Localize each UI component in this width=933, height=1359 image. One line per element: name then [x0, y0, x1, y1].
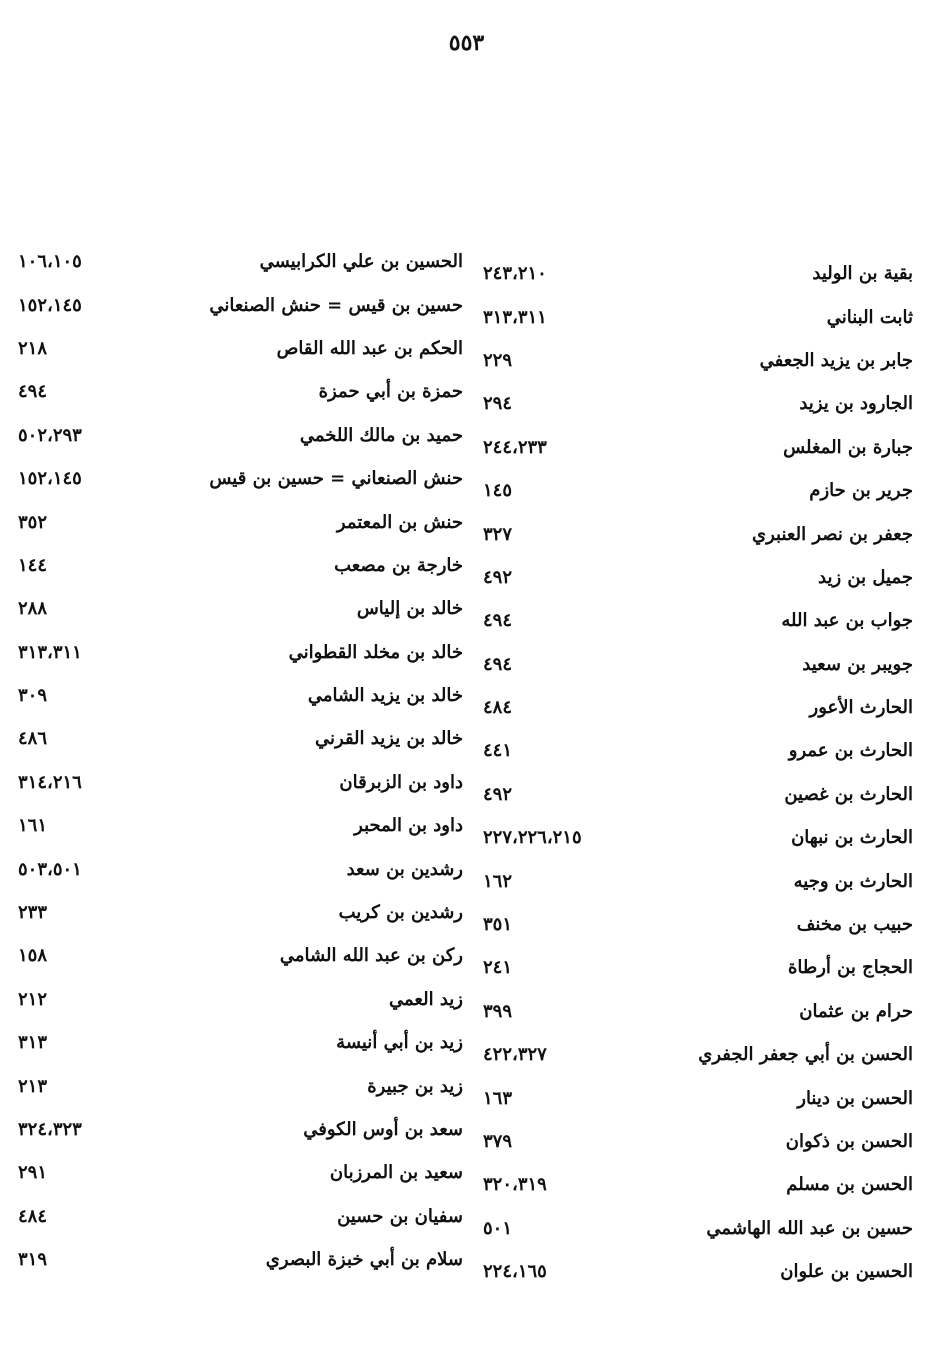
entry-pages: ٣٩٩	[483, 1000, 513, 1022]
index-entry	[18, 544, 463, 587]
entry-name: داود بن الزبرقان	[339, 771, 463, 793]
entry-pages: ٣٠٩	[18, 685, 48, 707]
entry-pages: ١٤٤	[18, 554, 48, 576]
index-entry	[483, 729, 913, 772]
index-entry	[18, 717, 463, 760]
entry-name: سعيد بن المرزبان	[329, 1162, 463, 1184]
entry-name: حنش بن المعتمر	[336, 511, 463, 533]
entry-name: جواب بن عبد الله	[781, 610, 913, 632]
index-entry	[483, 426, 913, 469]
index-entry	[18, 1021, 463, 1064]
entry-name: خارجة بن مصعب	[334, 554, 463, 576]
page-number: ٥٥٣	[448, 30, 485, 56]
entry-pages: ٢٢٤،١٦٥	[483, 1261, 547, 1283]
entry-pages: ١٤٥	[483, 480, 513, 502]
entry-pages: ١٦١	[18, 815, 48, 837]
entry-pages: ٣٧٩	[483, 1131, 513, 1152]
entry-name: الحارث بن عمرو	[788, 740, 913, 762]
entry-name: جعفر بن نصر العنبري	[752, 523, 913, 545]
entry-pages: ٣١٩	[18, 1249, 48, 1271]
index-entry	[18, 327, 463, 370]
entry-name: الحسن بن ذكوان	[785, 1131, 913, 1152]
entry-pages: ٣٥٢	[18, 511, 48, 533]
entry-pages: ١٦٣	[483, 1087, 513, 1109]
entry-pages: ٢١٣	[18, 1075, 48, 1097]
entry-name: الحارث بن وجيه	[793, 870, 913, 892]
entry-name: خالد بن إلياس	[356, 598, 463, 620]
index-column-left	[18, 240, 463, 1281]
entry-pages: ٤٢٢،٣٢٧	[483, 1044, 547, 1066]
index-entry	[18, 370, 463, 413]
index-entry	[483, 295, 913, 338]
index-entry	[483, 773, 913, 816]
entry-name: سفيان بن حسين	[337, 1205, 463, 1227]
index-entry	[18, 847, 463, 890]
entry-name: الحارث بن نبهان	[791, 827, 913, 849]
entry-pages: ١٥٢،١٤٥	[18, 468, 82, 490]
entry-name: داود بن المحبر	[354, 815, 463, 837]
index-entry	[483, 1250, 913, 1293]
index-entry	[18, 1108, 463, 1151]
entry-pages: ٤٩٤	[483, 653, 513, 675]
index-entry	[483, 469, 913, 512]
entry-name: الحسين بن علي الكرابيسي	[259, 251, 463, 273]
index-entry	[18, 414, 463, 457]
entry-name: ثابت البناني	[826, 306, 913, 328]
index-column-right	[483, 252, 913, 1293]
index-entry	[483, 1163, 913, 1206]
entry-pages: ٤٨٤	[483, 697, 513, 719]
entry-pages: ٢٢٩	[483, 349, 513, 371]
entry-name: زيد العمي	[389, 988, 463, 1010]
entry-pages: ٢٩١	[18, 1162, 48, 1184]
index-entry	[483, 946, 913, 989]
entry-pages: ٣٥١	[483, 914, 513, 936]
entry-name: زيد بن أبي أنيسة	[336, 1032, 463, 1054]
entry-name: الحسن بن مسلم	[786, 1174, 913, 1196]
index-entry	[483, 686, 913, 729]
entry-pages: ٢٢٧،٢٢٦،٢١٥	[483, 827, 582, 849]
index-entry	[18, 240, 463, 283]
entry-name: حسين بن عبد الله الهاشمي	[706, 1217, 913, 1239]
entry-pages: ٣٢٧	[483, 523, 513, 545]
entry-pages: ٤٩٢	[483, 783, 513, 805]
entry-name: حسين بن قيس = حنش الصنعاني	[209, 294, 463, 316]
entry-name: الجارود بن يزيد	[799, 393, 913, 415]
entry-name: جابر بن يزيد الجعفي	[759, 349, 913, 371]
entry-pages: ٣١٣،٣١١	[483, 306, 547, 328]
entry-pages: ٤٨٦	[18, 728, 48, 750]
index-entry	[18, 761, 463, 804]
entry-pages: ٣١٣،٣١١	[18, 641, 82, 663]
entry-name: جبارة بن المغلس	[783, 436, 913, 458]
index-entry	[483, 816, 913, 859]
entry-pages: ٥٠٢،٢٩٣	[18, 424, 82, 446]
entry-name: حنش الصنعاني = حسين بن قيس	[209, 468, 463, 490]
entry-pages: ١٠٦،١٠٥	[18, 251, 82, 273]
index-entry	[18, 631, 463, 674]
index-entry	[483, 339, 913, 382]
entry-name: الحارث الأعور	[809, 697, 913, 719]
index-entry	[18, 457, 463, 500]
index-entry	[18, 283, 463, 326]
index-entry	[18, 978, 463, 1021]
index-entry	[483, 252, 913, 295]
entry-pages: ٥٠١	[483, 1217, 513, 1239]
entry-pages: ٢٤٣،٢١٠	[483, 263, 547, 285]
entry-name: حرام بن عثمان	[799, 1000, 913, 1022]
index-entry	[18, 804, 463, 847]
index-entry	[18, 587, 463, 630]
index-entry	[18, 674, 463, 717]
entry-name: رشدين بن كريب	[338, 902, 463, 924]
entry-name: رشدين بن سعد	[346, 858, 463, 880]
index-entry	[483, 859, 913, 902]
index-entry	[18, 1238, 463, 1281]
index-entry	[483, 643, 913, 686]
index-entry	[483, 382, 913, 425]
entry-pages: ٣١٤،٢١٦	[18, 771, 82, 793]
index-entry	[18, 1151, 463, 1194]
index-entry	[483, 1033, 913, 1076]
index-entry	[18, 1064, 463, 1107]
entry-pages: ٣٢٤،٣٢٣	[18, 1119, 82, 1140]
index-entry	[18, 500, 463, 543]
entry-name: الحسن بن أبي جعفر الجفري	[698, 1044, 913, 1066]
index-entry	[483, 599, 913, 642]
entry-pages: ٣١٣	[18, 1032, 48, 1054]
entry-pages: ٢٣٣	[18, 902, 48, 924]
entry-name: الحسن بن دينار	[797, 1087, 913, 1109]
entry-pages: ١٥٨	[18, 945, 48, 967]
index-entry	[483, 990, 913, 1033]
index-entry	[483, 556, 913, 599]
entry-pages: ٤٨٤	[18, 1205, 48, 1227]
entry-name: خالد بن يزيد القرني	[315, 728, 463, 750]
entry-pages: ٢١٢	[18, 988, 48, 1010]
entry-pages: ١٥٢،١٤٥	[18, 294, 82, 316]
entry-name: جرير بن حازم	[809, 480, 913, 502]
entry-pages: ٥٠٣،٥٠١	[18, 858, 82, 880]
entry-name: زيد بن جبيرة	[367, 1075, 463, 1097]
entry-name: جويبر بن سعيد	[802, 653, 913, 675]
entry-pages: ٤٤١	[483, 740, 513, 762]
index-entry	[18, 1195, 463, 1238]
entry-name: الحكم بن عبد الله القاص	[276, 337, 463, 359]
entry-pages: ٢٨٨	[18, 598, 48, 620]
entry-pages: ٢٩٤	[483, 393, 513, 415]
entry-pages: ٤٩٢	[483, 566, 513, 588]
entry-pages: ٢٤٤،٢٣٣	[483, 436, 547, 458]
index-entry	[18, 891, 463, 934]
index-entry	[483, 1076, 913, 1119]
entry-pages: ١٦٢	[483, 870, 513, 892]
entry-name: ركن بن عبد الله الشامي	[279, 945, 463, 967]
entry-name: خالد بن مخلد القطواني	[288, 641, 463, 663]
entry-name: جميل بن زيد	[818, 566, 913, 588]
entry-name: حمزة بن أبي حمزة	[318, 381, 463, 403]
index-entry	[483, 1207, 913, 1250]
entry-name: حبيب بن مخنف	[796, 914, 913, 936]
entry-pages: ٤٩٤	[18, 381, 48, 403]
entry-name: سلام بن أبي خبزة البصري	[265, 1249, 463, 1271]
index-entry	[483, 512, 913, 555]
index-entry	[483, 1120, 913, 1163]
entry-name: حميد بن مالك اللخمي	[299, 424, 463, 446]
entry-name: بقية بن الوليد	[812, 263, 913, 285]
entry-pages: ٢٤١	[483, 957, 513, 979]
entry-pages: ٢١٨	[18, 337, 48, 359]
entry-name: الحارث بن غصين	[784, 783, 913, 805]
entry-name: سعد بن أوس الكوفي	[303, 1119, 463, 1140]
entry-name: الحسين بن علوان	[780, 1261, 913, 1283]
index-entry	[18, 934, 463, 977]
index-entry	[483, 903, 913, 946]
entry-name: الحجاج بن أرطاة	[787, 957, 913, 979]
entry-pages: ٤٩٤	[483, 610, 513, 632]
entry-name: خالد بن يزيد الشامي	[307, 685, 463, 707]
entry-pages: ٣٢٠،٣١٩	[483, 1174, 547, 1196]
